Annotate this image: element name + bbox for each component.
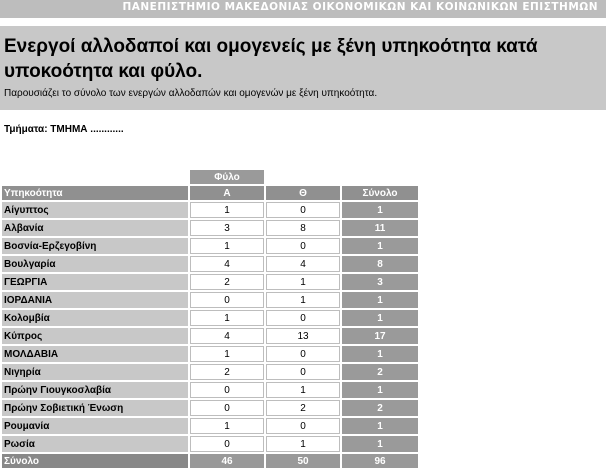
row-label: Αίγυπτος [2, 202, 188, 218]
row-label: ΓΕΩΡΓΙΑ [2, 274, 188, 290]
female-count: 1 [266, 274, 340, 290]
table-row [2, 328, 418, 344]
row-label: ΙΟΡΔΑΝΙΑ [2, 292, 188, 308]
male-count: 0 [190, 400, 264, 416]
row-total: 1 [342, 310, 418, 326]
male-count: 1 [190, 202, 264, 218]
footer-grand-total: 96 [342, 454, 418, 468]
male-count: 4 [190, 328, 264, 344]
table-row [2, 364, 418, 380]
row-total: 1 [342, 346, 418, 362]
footer-row [2, 454, 418, 468]
row-label: Ρωσία [2, 436, 188, 452]
female-count: 0 [266, 202, 340, 218]
row-total: 11 [342, 220, 418, 236]
row-label: Νιγηρία [2, 364, 188, 380]
table-row [2, 400, 418, 416]
data-table [0, 168, 420, 470]
row-label: Βουλγαρία [2, 256, 188, 272]
male-count: 1 [190, 346, 264, 362]
row-total: 8 [342, 256, 418, 272]
blank-cell [342, 170, 418, 184]
female-count: 0 [266, 238, 340, 254]
group-header-row [2, 170, 418, 184]
table-row [2, 418, 418, 434]
male-count: 1 [190, 418, 264, 434]
female-count: 1 [266, 436, 340, 452]
table-row [2, 310, 418, 326]
blank-cell [266, 170, 340, 184]
row-label: Βοσνία-Ερζεγοβίνη [2, 238, 188, 254]
male-count: 1 [190, 238, 264, 254]
female-count: 13 [266, 328, 340, 344]
column-header-row [2, 186, 418, 200]
female-count: 0 [266, 310, 340, 326]
male-count: 2 [190, 364, 264, 380]
row-total: 2 [342, 400, 418, 416]
male-count: 3 [190, 220, 264, 236]
female-count: 1 [266, 292, 340, 308]
male-count: 0 [190, 292, 264, 308]
footer-female-total: 50 [266, 454, 340, 468]
total-header: Σύνολο [342, 186, 418, 200]
row-label: Κολομβία [2, 310, 188, 326]
female-count: 2 [266, 400, 340, 416]
female-count: 0 [266, 364, 340, 380]
row-label: Κύπρος [2, 328, 188, 344]
row-total: 1 [342, 382, 418, 398]
table-row [2, 256, 418, 272]
male-count: 1 [190, 310, 264, 326]
female-count: 1 [266, 382, 340, 398]
row-total: 2 [342, 364, 418, 380]
male-count: 0 [190, 436, 264, 452]
table-row [2, 436, 418, 452]
row-total: 17 [342, 328, 418, 344]
footer-label: Σύνολο [2, 454, 188, 468]
row-label: Πρώην Γιουγκοσλαβία [2, 382, 188, 398]
row-total: 1 [342, 292, 418, 308]
department-label: Τμήματα: ΤΜΗΜΑ ............ [4, 124, 124, 135]
male-count: 0 [190, 382, 264, 398]
female-count: 4 [266, 256, 340, 272]
table-row [2, 346, 418, 362]
row-label: ΜΟΛΔΑΒΙΑ [2, 346, 188, 362]
row-total: 1 [342, 418, 418, 434]
table-row [2, 292, 418, 308]
row-label: Ρουμανία [2, 418, 188, 434]
citizenship-header: Υπηκοότητα [2, 186, 188, 200]
row-label: Αλβανία [2, 220, 188, 236]
female-header: Θ [266, 186, 340, 200]
row-total: 3 [342, 274, 418, 290]
report-header [0, 26, 606, 110]
report-title: Ενεργοί αλλοδαποί και ομογενείς με ξένη υπηκοότητα κατά υποκοότητα και φύλο. [4, 36, 538, 82]
university-banner [0, 0, 606, 18]
footer-male-total: 46 [190, 454, 264, 468]
sex-group-header: Φύλο [190, 170, 264, 184]
female-count: 0 [266, 418, 340, 434]
blank-cell [2, 170, 188, 184]
table-row [2, 382, 418, 398]
banner-text: ΠΑΝΕΠΙΣΤΗΜΙΟ ΜΑΚΕΔΟΝΙΑΣ ΟΙΚΟΝΟΜΙΚΩΝ ΚΑΙ ΚΟΙΝΩΝΙΚΩΝ ΕΠΙΣΤΗΜΩΝ [122, 1, 598, 13]
female-count: 0 [266, 346, 340, 362]
table-row [2, 220, 418, 236]
male-count: 4 [190, 256, 264, 272]
row-total: 1 [342, 238, 418, 254]
row-label: Πρώην Σοβιετική Ένωση [2, 400, 188, 416]
table-row [2, 274, 418, 290]
male-count: 2 [190, 274, 264, 290]
row-total: 1 [342, 202, 418, 218]
table-row [2, 238, 418, 254]
table-row [2, 202, 418, 218]
female-count: 8 [266, 220, 340, 236]
report-subtitle: Παρουσιάζει το σύνολο των ενεργών αλλοδαπών και ομογενών με ξένη υπηκοότητα. [4, 88, 378, 99]
male-header: Α [190, 186, 264, 200]
row-total: 1 [342, 436, 418, 452]
